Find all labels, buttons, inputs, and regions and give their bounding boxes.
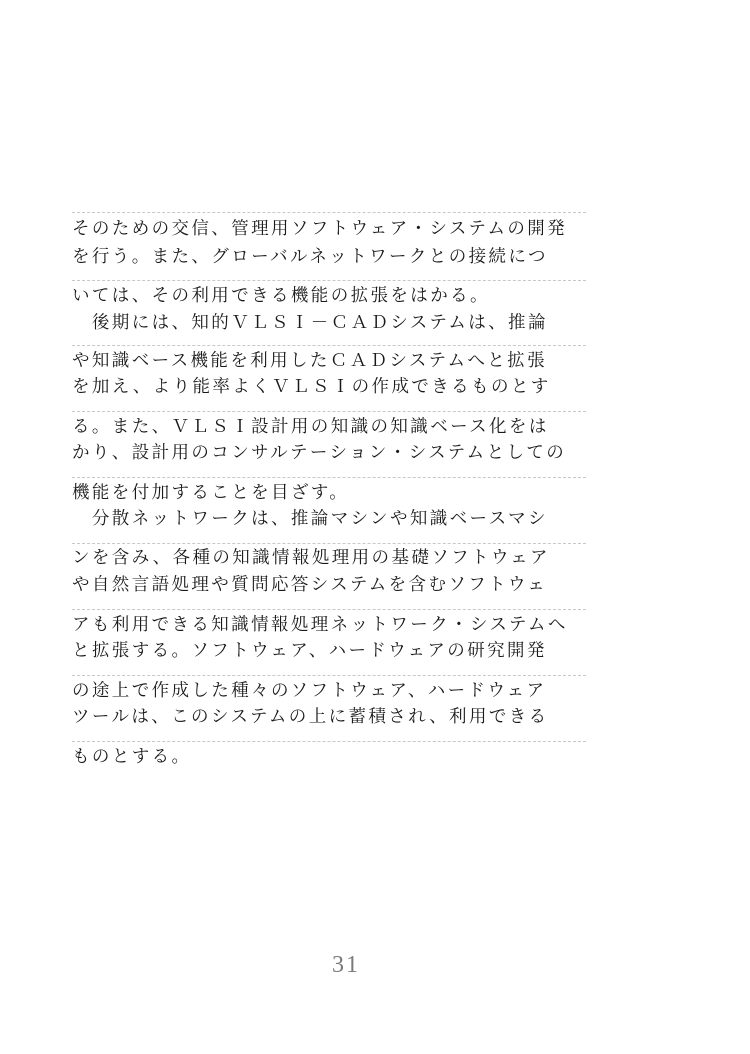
text-line: を行う。また、グローバルネットワークとの接続につ (72, 247, 548, 267)
text-line: を加え、より能率よくＶＬＳＩの作成できるものとす (72, 377, 551, 397)
ruled-line (72, 345, 586, 346)
text-line: ものとする。 (72, 747, 192, 767)
text-line: の途上で作成した種々のソフトウェア、ハードウェア (72, 681, 547, 701)
text-line: ツールは、このシステムの上に蓄積され、利用できる (72, 707, 549, 727)
ruled-line (72, 411, 586, 412)
text-line: アも利用できる知識情報処理ネットワーク・システムへ (72, 615, 568, 635)
text-line: ンを含み、各種の知識情報処理用の基礎ソフトウェア (72, 548, 550, 568)
text-line: る。また、ＶＬＳＩ設計用の知識の知識ベース化をは (72, 417, 549, 437)
ruled-line (72, 675, 586, 676)
text-line: そのための交信、管理用ソフトウェア・システムの開発 (72, 219, 568, 239)
ruled-line (72, 741, 586, 742)
ruled-line (72, 212, 586, 213)
text-line: 分散ネットワークは、推論マシンや知識ベースマシ (72, 509, 548, 529)
ruled-line (72, 280, 586, 281)
text-line: かり、設計用のコンサルテーション・システムとしての (72, 443, 567, 463)
text-line: や自然言語処理や質問応答システムを含むソフトウェ (72, 575, 548, 595)
text-line: いては、その利用できる機能の拡張をはかる。 (72, 286, 490, 306)
text-line: や知識ベース機能を利用したＣＡＤシステムへと拡張 (72, 351, 547, 371)
page-number: 31 (332, 952, 360, 978)
ruled-line (72, 477, 586, 478)
text-line: 後期には、知的ＶＬＳＩ－ＣＡＤシステムは、推論 (72, 313, 548, 333)
text-line: 機能を付加することを目ざす。 (72, 483, 350, 503)
ruled-line (72, 609, 586, 610)
ruled-line (72, 543, 586, 544)
text-line: と拡張する。ソフトウェア、ハードウェアの研究開発 (72, 641, 547, 661)
